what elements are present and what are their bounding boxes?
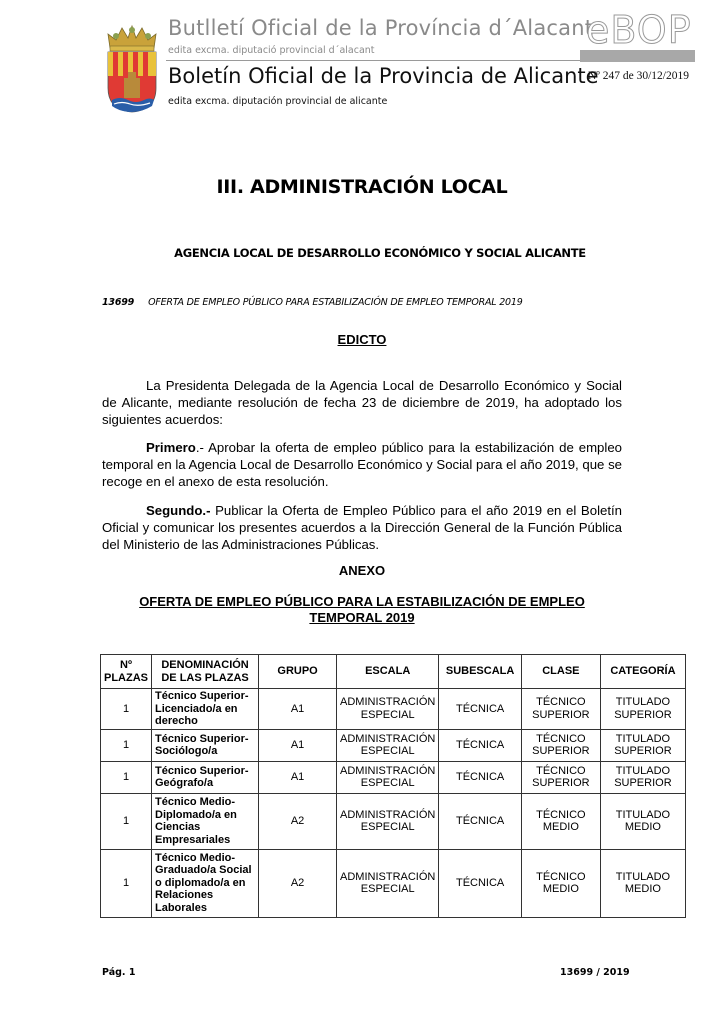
table-row — [101, 761, 686, 793]
cell-clase: TÉCNICO SUPERIOR — [521, 761, 600, 793]
col-header-grupo: GRUPO — [259, 655, 337, 689]
cell-escala: ADMINISTRACIÓN ESPECIAL — [337, 729, 439, 761]
anexo-heading: ANEXO — [338, 563, 386, 578]
cell-clase: TÉCNICO SUPERIOR — [521, 729, 600, 761]
cell-plazas: 1 — [101, 761, 152, 793]
primero-label: Primero — [146, 440, 196, 455]
header-divider — [166, 60, 580, 61]
bulletin-title-valencian: Butlletí Oficial de la Província d´Alacant — [168, 16, 594, 40]
cell-plazas: 1 — [101, 729, 152, 761]
issue-number: Nº 247 de 30/12/2019 — [588, 70, 689, 82]
cell-categoria: TITULADO SUPERIOR — [600, 729, 685, 761]
cell-grupo: A2 — [259, 793, 337, 849]
publisher-spanish: edita excma. diputación provincial de alicante — [168, 96, 388, 107]
cell-plazas: 1 — [101, 689, 152, 730]
agency-name: AGENCIA LOCAL DE DESARROLLO ECONÓMICO Y SOCIAL ALICANTE — [174, 246, 586, 260]
cell-clase: TÉCNICO MEDIO — [521, 849, 600, 917]
publisher-valencian: edita excma. diputació provincial d´alacant — [168, 45, 375, 56]
cell-clase: TÉCNICO MEDIO — [521, 793, 600, 849]
intro-paragraph — [102, 378, 622, 428]
primero-text: .- Aprobar la oferta de empleo público para la estabilización de empleo temporal en la Agencia Local de Desarrollo Económico y Social para el año 2019, que se recoge en el anexo de esta resolución. — [102, 440, 622, 489]
cell-categoria: TITULADO MEDIO — [600, 793, 685, 849]
cell-categoria: TITULADO SUPERIOR — [600, 689, 685, 730]
cell-escala: ADMINISTRACIÓN ESPECIAL — [337, 793, 439, 849]
cell-grupo: A1 — [259, 729, 337, 761]
section-title: III. ADMINISTRACIÓN LOCAL — [216, 176, 508, 198]
plazas-table — [100, 654, 686, 918]
coat-of-arms-icon — [104, 22, 160, 114]
cell-escala: ADMINISTRACIÓN ESPECIAL — [337, 761, 439, 793]
anexo-title: OFERTA DE EMPLEO PÚBLICO PARA LA ESTABILIZACIÓN DE EMPLEO TEMPORAL 2019 — [139, 594, 585, 625]
cell-escala: ADMINISTRACIÓN ESPECIAL — [337, 689, 439, 730]
table-row — [101, 689, 686, 730]
table-row — [101, 793, 686, 849]
page-number: Pág. 1 — [102, 967, 136, 978]
document-reference: 13699 / 2019 — [560, 967, 630, 978]
col-header-denominacion: DENOMINACIÓN DE LAS PLAZAS — [152, 655, 259, 689]
col-header-categoria: CATEGORÍA — [600, 655, 685, 689]
cell-clase: TÉCNICO SUPERIOR — [521, 689, 600, 730]
segundo-text: Publicar la Oferta de Empleo Público para el año 2019 en el Boletín Oficial y comunicar los presentes acuerdos a la Dirección General de la Función Pública del Ministerio de las Administraciones Públicas. — [102, 503, 622, 552]
intro-text: La Presidenta Delegada de la Agencia Local de Desarrollo Económico y Social de Alicante, mediante resolución de fecha 23 de diciembre de 2019, ha adoptado los siguientes acuerdos: — [102, 378, 622, 427]
cell-plazas: 1 — [101, 849, 152, 917]
edicto-label: EDICTO — [337, 332, 387, 347]
cell-subescala: TÉCNICA — [439, 849, 522, 917]
cell-grupo: A1 — [259, 689, 337, 730]
cell-subescala: TÉCNICA — [439, 793, 522, 849]
cell-subescala: TÉCNICA — [439, 729, 522, 761]
col-header-plazas: Nº PLAZAS — [101, 655, 152, 689]
cell-denominacion: Técnico Superior-Licenciado/a en derecho — [152, 689, 259, 730]
segundo-label: Segundo.- — [146, 503, 211, 518]
cell-subescala: TÉCNICA — [439, 761, 522, 793]
col-header-subescala: SUBESCALA — [439, 655, 522, 689]
edicto-heading — [0, 332, 724, 347]
cell-subescala: TÉCNICA — [439, 689, 522, 730]
cell-categoria: TITULADO MEDIO — [600, 849, 685, 917]
cell-denominacion: Técnico Medio-Graduado/a Social o diplomado/a en Relaciones Laborales — [152, 849, 259, 917]
primero-paragraph — [102, 440, 622, 490]
col-header-escala: ESCALA — [337, 655, 439, 689]
bulletin-title-spanish: Boletín Oficial de la Provincia de Alicante — [168, 64, 599, 88]
table-row — [101, 849, 686, 917]
cell-denominacion: Técnico Medio-Diplomado/a en Ciencias Empresariales — [152, 793, 259, 849]
segundo-paragraph — [102, 503, 622, 553]
cell-categoria: TITULADO SUPERIOR — [600, 761, 685, 793]
announcement-number: 13699 — [102, 297, 135, 308]
ebop-logo: eBOP — [586, 8, 692, 52]
cell-grupo: A2 — [259, 849, 337, 917]
col-header-clase: CLASE — [521, 655, 600, 689]
announcement-title: OFERTA DE EMPLEO PÚBLICO PARA ESTABILIZACIÓN DE EMPLEO TEMPORAL 2019 — [148, 297, 523, 308]
cell-grupo: A1 — [259, 761, 337, 793]
cell-denominacion: Técnico Superior-Geógrafo/a — [152, 761, 259, 793]
cell-plazas: 1 — [101, 793, 152, 849]
table-header-row — [101, 655, 686, 689]
table-row — [101, 729, 686, 761]
cell-denominacion: Técnico Superior-Sociólogo/a — [152, 729, 259, 761]
announcement-line — [102, 297, 523, 308]
cell-escala: ADMINISTRACIÓN ESPECIAL — [337, 849, 439, 917]
